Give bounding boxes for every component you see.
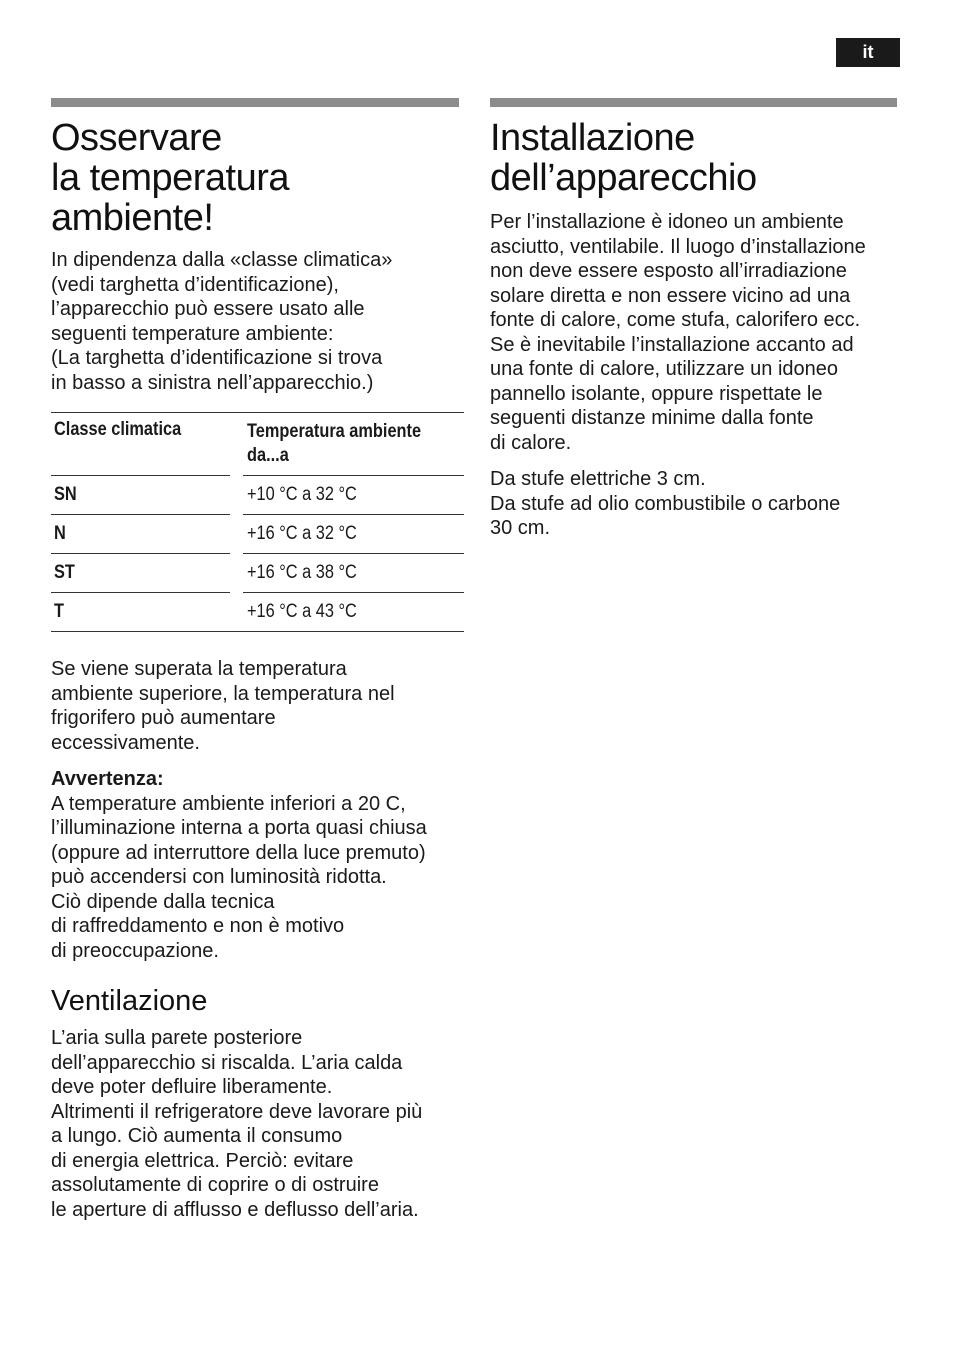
climate-class-cell: SN bbox=[54, 484, 77, 505]
warning-paragraph: A temperature ambiente inferiori a 20 C, l’illuminazione interna a porta quasi chiusa (oppure ad interruttore della luce premuto) può accendersi con luminosità ridotta. Ciò dipende dalla tecnica di raffreddamento e non è motivo di preoccupazione. bbox=[51, 792, 427, 962]
climate-class-cell: N bbox=[54, 523, 66, 544]
table-top-rule bbox=[51, 412, 464, 413]
table-row bbox=[51, 593, 464, 632]
table-row bbox=[51, 554, 464, 593]
section-title-temperature: Osservare la temperatura ambiente! bbox=[51, 117, 290, 239]
warning-title: Avvertenza: bbox=[51, 768, 164, 790]
table-row bbox=[51, 515, 464, 554]
section-rule-right bbox=[490, 98, 897, 107]
table-header-class: Classe climatica bbox=[54, 419, 182, 440]
distances-paragraph: Da stufe elettriche 3 cm. Da stufe ad olio combustibile o carbone 30 cm. bbox=[490, 468, 841, 539]
temperature-range-cell: +16 °C a 38 °C bbox=[247, 562, 357, 583]
table-row bbox=[51, 476, 464, 515]
section-rule-left bbox=[51, 98, 459, 107]
ventilation-paragraph: L’aria sulla parete posteriore dell’apparecchio si riscalda. L’aria calda deve poter defluire liberamente. Altrimenti il refrigeratore deve lavorare più a lungo. Ciò aumenta il consumo di energia elettrica. Perciò: evitare assolutamente di coprire o di ostruire le aperture di afflusso e deflusso dell’aria. bbox=[51, 1027, 423, 1221]
installation-paragraph: Per l’installazione è idoneo un ambiente asciutto, ventilabile. Il luogo d’installazione non deve essere esposto all’irradiazione solare diretta e non essere vicino ad una fonte di calore, come stufa, calorifero ecc. Se è inevitabile l’installazione accanto ad una fonte di calore, utilizzare un idoneo pannello isolante, oppure rispettate le seguenti distanze minime dalla fonte di calore. bbox=[490, 211, 866, 454]
temperature-intro-paragraph: In dipendenza dalla «classe climatica» (vedi targhetta d’identificazione), l’apparecchio può essere usato alle seguenti temperature ambiente: (La targhetta d’identificazione si trova in basso a sinistra nell’apparecchio.) bbox=[51, 249, 393, 394]
language-badge: it bbox=[836, 38, 900, 67]
temperature-range-cell: +16 °C a 32 °C bbox=[247, 523, 357, 544]
left-column-lower bbox=[51, 657, 471, 1222]
table-header-temperature: Temperatura ambiente da...a bbox=[247, 421, 422, 466]
exceeded-temperature-paragraph: Se viene superata la temperatura ambiente superiore, la temperatura nel frigorifero può aumentare eccessivamente. bbox=[51, 658, 395, 754]
climate-class-cell: ST bbox=[54, 562, 75, 583]
section-title-installation: Installazione dell’apparecchio bbox=[490, 117, 757, 199]
table-header-rule bbox=[51, 437, 464, 476]
left-column bbox=[51, 118, 471, 395]
climate-class-cell: T bbox=[54, 601, 64, 622]
right-column bbox=[490, 118, 910, 541]
temperature-range-cell: +16 °C a 43 °C bbox=[247, 601, 357, 622]
section-title-ventilation: Ventilazione bbox=[51, 985, 208, 1017]
temperature-range-cell: +10 °C a 32 °C bbox=[247, 484, 357, 505]
